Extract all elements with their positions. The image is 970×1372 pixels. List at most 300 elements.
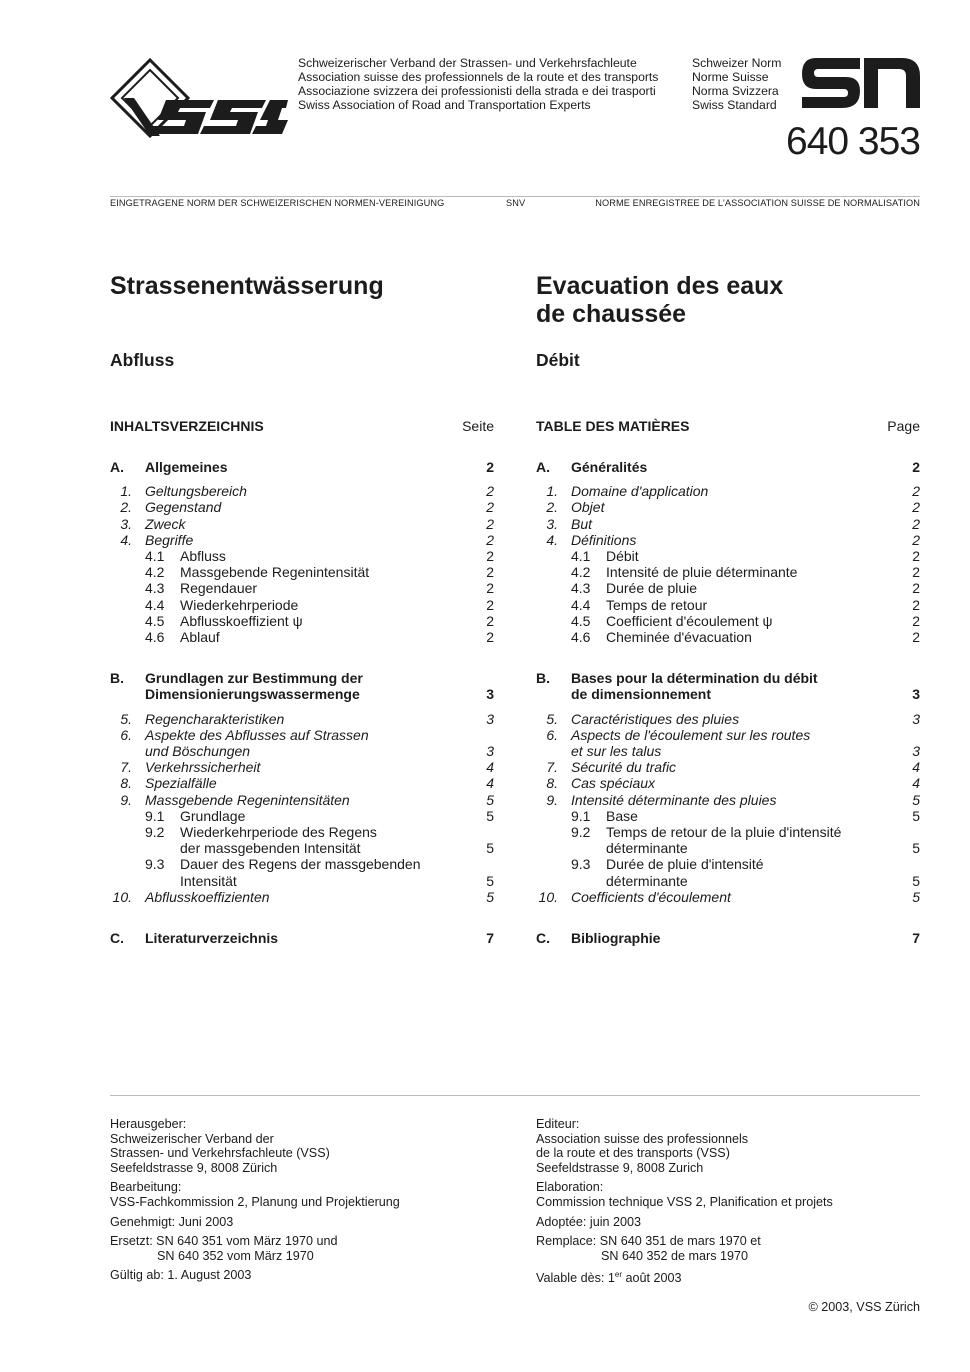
publisher-line: Association suisse des professionnels (536, 1131, 749, 1146)
toc-page-number: 3 (912, 710, 920, 727)
toc-page-number: 2 (912, 459, 920, 475)
toc-text-line: Intensité de pluie déterminante (606, 564, 798, 581)
toc-entry (536, 792, 920, 808)
toc-subentry (110, 548, 494, 564)
toc-text-line: déterminante (606, 840, 688, 857)
toc-number: 9.3 (571, 856, 591, 873)
toc-page-number: 2 (486, 531, 494, 548)
toc-text-line: et sur les talus (571, 743, 662, 760)
toc-text (145, 711, 474, 727)
toc-text (145, 727, 474, 759)
toc-text (571, 459, 900, 475)
toc-text-line: Objet (571, 499, 605, 516)
valid-suffix: août 2003 (622, 1271, 682, 1286)
toc-number: 4. (546, 531, 558, 548)
toc-page-number: 4 (486, 759, 494, 776)
toc-page-number: 5 (912, 888, 920, 905)
toc-text-line: déterminante (606, 872, 688, 889)
toc-title: INHALTSVERZEICHNIS (110, 418, 264, 434)
toc-page-number: 2 (486, 483, 494, 500)
toc-text-line: Durée de pluie d'intensité (606, 856, 764, 873)
replaces-line-1: Ersetzt: SN 640 351 vom März 1970 und (110, 1234, 338, 1249)
toc-page-number: 2 (486, 629, 494, 646)
toc-number: 4.4 (571, 596, 591, 613)
toc-text (571, 711, 900, 727)
toc-text (180, 597, 474, 613)
toc-page-number: 2 (912, 531, 920, 548)
toc-text (571, 727, 900, 759)
toc-entry (536, 889, 920, 905)
norm-label-it: Norma Svizzera (692, 84, 779, 98)
toc-number: 8. (546, 775, 558, 792)
toc-title: TABLE DES MATIÈRES (536, 418, 690, 434)
toc-number: 4.1 (571, 548, 591, 565)
toc-text (145, 532, 474, 548)
toc-text-line: Coefficients d'écoulement (571, 888, 731, 905)
toc-entry (110, 532, 494, 548)
toc-page-number: 5 (486, 807, 494, 824)
toc-number: 4. (120, 531, 132, 548)
toc-page-number: 4 (912, 759, 920, 776)
toc-text-line: Dauer des Regens der massgebenden (180, 856, 421, 873)
toc-text-line: Bases pour la détermination du débit (571, 670, 818, 687)
toc-page-number: 2 (912, 483, 920, 500)
association-name-en: Swiss Association of Road and Transportation Experts (298, 98, 591, 112)
toc-subentry (110, 629, 494, 645)
toc-page-number: 5 (912, 840, 920, 857)
toc-text (606, 597, 900, 613)
toc-text (571, 516, 900, 532)
toc-page-number: 3 (486, 743, 494, 760)
norm-type-labels (692, 56, 781, 112)
vss-logo (110, 58, 290, 140)
toc-text-line: Domaine d'application (571, 483, 709, 500)
toc-text (571, 483, 900, 499)
toc-entry (110, 759, 494, 775)
toc-text-line: Aspekte des Abflusses auf Strassen (145, 726, 369, 743)
toc-number: 5. (120, 710, 132, 727)
toc-text (571, 792, 900, 808)
toc-number: 9.1 (145, 807, 165, 824)
toc-text-line: de dimensionnement (571, 686, 712, 703)
toc-text (606, 548, 900, 564)
toc-entry (110, 483, 494, 499)
toc-page-number: 2 (912, 515, 920, 532)
toc-entry (536, 532, 920, 548)
registration-snv: SNV (506, 198, 526, 208)
replaces-line-2: SN 640 352 de mars 1970 (601, 1248, 749, 1263)
toc-section (536, 930, 920, 946)
toc-text-line: Grundlage (180, 807, 246, 824)
valid-sup: er (614, 1270, 623, 1280)
toc-page-label: Seite (462, 418, 494, 434)
toc-text-line: Abflusskoeffizient ψ (180, 612, 303, 629)
toc-page-number: 2 (912, 596, 920, 613)
toc-number: 4.3 (571, 580, 591, 597)
toc-number: 2. (546, 499, 558, 516)
toc-text (180, 856, 474, 888)
toc-page-number: 5 (486, 840, 494, 857)
toc-subentry (110, 824, 494, 856)
toc-text-line: Abfluss (180, 548, 226, 565)
toc-entry (110, 516, 494, 532)
toc-number: 10. (538, 888, 558, 905)
toc-text-line: der massgebenden Intensität (180, 840, 361, 857)
toc-text-line: Dimensionierungswassermenge (145, 686, 360, 703)
toc-subentry (536, 580, 920, 596)
toc-page-number: 2 (486, 596, 494, 613)
toc-number: C. (536, 930, 550, 947)
toc-text-line: Gegenstand (145, 499, 222, 516)
title-de: Strassenentwässerung (110, 272, 384, 300)
toc-number: 2. (120, 499, 132, 516)
toc-text-line: Généralités (571, 459, 648, 475)
toc-text-line: Cas spéciaux (571, 775, 656, 792)
toc-number: 4.3 (145, 580, 165, 597)
toc-page-number: 2 (912, 548, 920, 565)
toc-number: 9.2 (145, 824, 165, 841)
toc-page-number: 5 (486, 888, 494, 905)
toc-text (606, 856, 900, 888)
toc-text-line: Allgemeines (145, 459, 228, 475)
replaces-line-2: SN 640 352 vom März 1970 (157, 1248, 314, 1263)
toc-page-number: 3 (912, 686, 920, 703)
toc-text-line: Geltungsbereich (145, 483, 247, 500)
subtitle-fr: Débit (536, 350, 580, 370)
editing-label: Bearbeitung: (110, 1180, 182, 1195)
toc-page-number: 2 (486, 515, 494, 532)
toc-number: 1. (120, 483, 132, 500)
toc-text (571, 759, 900, 775)
publisher-line: Seefeldstrasse 9, 8008 Zurich (536, 1160, 704, 1175)
spacer (536, 645, 920, 670)
toc-subentry (536, 629, 920, 645)
toc-text (180, 548, 474, 564)
toc-section (536, 670, 920, 702)
toc-subentry (110, 613, 494, 629)
toc-text-line: Abflusskoeffizienten (145, 888, 270, 905)
toc-text (145, 483, 474, 499)
toc-text (606, 564, 900, 580)
toc-page-number: 2 (912, 612, 920, 629)
registration-text-de: EINGETRAGENE NORM DER SCHWEIZERISCHEN NORMEN-VEREINIGUNG (110, 198, 445, 208)
toc-page-number: 7 (486, 930, 494, 947)
toc-text (606, 613, 900, 629)
toc-body (110, 459, 494, 946)
table-of-contents-fr (536, 418, 920, 946)
imprint-de (110, 1117, 500, 1288)
toc-page-number: 7 (912, 930, 920, 947)
toc-page-number: 2 (486, 580, 494, 597)
toc-page-number: 3 (486, 710, 494, 727)
toc-number: 1. (546, 483, 558, 500)
toc-page-number: 3 (486, 686, 494, 703)
toc-number: C. (110, 930, 124, 947)
toc-page-number: 5 (912, 791, 920, 808)
publisher-block (110, 1117, 500, 1175)
toc-text-line: Literaturverzeichnis (145, 930, 279, 947)
toc-text (180, 564, 474, 580)
toc-text (571, 532, 900, 548)
toc-page-number: 4 (912, 775, 920, 792)
toc-text-line: But (571, 515, 593, 532)
toc-text-line: Aspects de l'écoulement sur les routes (571, 726, 811, 743)
toc-text (145, 670, 474, 702)
toc-number: 10. (112, 888, 132, 905)
toc-entry (536, 483, 920, 499)
toc-number: B. (536, 670, 550, 687)
subtitle-de: Abfluss (110, 350, 175, 370)
toc-text-line: Regendauer (180, 580, 258, 597)
toc-subentry (536, 548, 920, 564)
toc-entry (536, 711, 920, 727)
toc-page-number: 2 (912, 629, 920, 646)
toc-text-line: Base (606, 807, 638, 824)
toc-text (606, 824, 900, 856)
toc-text-line: Temps de retour de la pluie d'intensité (606, 824, 842, 841)
table-of-contents-de (110, 418, 494, 946)
toc-entry (536, 516, 920, 532)
toc-entry (536, 499, 920, 515)
toc-text (145, 516, 474, 532)
valid-from (536, 1268, 926, 1286)
toc-subentry (110, 580, 494, 596)
toc-page-number: 2 (912, 580, 920, 597)
toc-text (606, 629, 900, 645)
toc-text (571, 889, 900, 905)
toc-text (145, 775, 474, 791)
toc-page-number: 5 (912, 807, 920, 824)
toc-page-label: Page (887, 418, 920, 434)
toc-text-line: Wiederkehrperiode (180, 596, 299, 613)
toc-text-line: Massgebende Regenintensität (180, 564, 370, 581)
association-name-fr: Association suisse des professionnels de la route et des transports (298, 70, 659, 84)
toc-text-line: Verkehrssicherheit (145, 759, 261, 776)
spacer (536, 905, 920, 930)
toc-text-line: Définitions (571, 531, 637, 548)
publisher-line: Schweizerischer Verband der (110, 1131, 274, 1146)
approved-date: Adoptée: juin 2003 (536, 1214, 642, 1229)
replaces-block (110, 1234, 500, 1263)
toc-body (536, 459, 920, 946)
toc-subentry (110, 856, 494, 888)
toc-number: 4.5 (571, 612, 591, 629)
toc-section (110, 930, 494, 946)
toc-number: 6. (546, 726, 558, 743)
toc-subentry (536, 808, 920, 824)
toc-section (110, 459, 494, 475)
header-divider (110, 196, 920, 197)
toc-text (571, 930, 900, 946)
replaces-block (536, 1234, 926, 1263)
norm-label-en: Swiss Standard (692, 98, 777, 112)
toc-page-number: 2 (912, 564, 920, 581)
toc-text (180, 808, 474, 824)
toc-text-line: Grundlagen zur Bestimmung der (145, 670, 363, 687)
toc-number: 4.2 (145, 564, 165, 581)
toc-number: B. (110, 670, 124, 687)
toc-page-number: 2 (912, 499, 920, 516)
toc-entry (110, 499, 494, 515)
valid-prefix: Valable dès: 1 (536, 1271, 615, 1286)
toc-text (180, 613, 474, 629)
spacer (536, 703, 920, 711)
editing-label: Elaboration: (536, 1180, 604, 1195)
toc-text (180, 629, 474, 645)
toc-text-line: Wiederkehrperiode des Regens (180, 824, 377, 841)
valid-from: Gültig ab: 1. August 2003 (110, 1268, 252, 1283)
title-fr-line-2: de chaussée (536, 300, 687, 328)
toc-entry (110, 727, 494, 759)
toc-number: A. (536, 459, 550, 475)
toc-text-line: Temps de retour (606, 596, 708, 613)
toc-text-line: Regencharakteristiken (145, 710, 285, 727)
toc-number: 4.5 (145, 612, 165, 629)
title-fr (536, 272, 783, 328)
toc-section (536, 459, 920, 475)
toc-number: 3. (120, 515, 132, 532)
toc-text-line: Débit (606, 548, 639, 565)
spacer (110, 645, 494, 670)
toc-number: 9. (120, 791, 132, 808)
title-fr-line-1: Evacuation des eaux (536, 272, 784, 300)
toc-text-line: Coefficient d'écoulement ψ (606, 612, 773, 629)
toc-subentry (536, 613, 920, 629)
toc-number: 4.2 (571, 564, 591, 581)
toc-text (145, 759, 474, 775)
toc-number: 4.6 (145, 629, 165, 646)
replaces-line-1: Remplace: SN 640 351 de mars 1970 et (536, 1234, 761, 1249)
toc-text (145, 499, 474, 515)
toc-subentry (536, 564, 920, 580)
toc-page-number: 3 (912, 743, 920, 760)
toc-entry (110, 889, 494, 905)
toc-text (145, 930, 474, 946)
toc-subentry (110, 564, 494, 580)
toc-entry (110, 711, 494, 727)
editing-value: Commission technique VSS 2, Planification et projets (536, 1194, 833, 1209)
toc-subentry (536, 824, 920, 856)
association-names (298, 56, 658, 112)
toc-page-number: 2 (486, 564, 494, 581)
toc-number: A. (110, 459, 124, 475)
toc-text (145, 889, 474, 905)
toc-page-number: 2 (486, 612, 494, 629)
norm-label-de: Schweizer Norm (692, 56, 782, 70)
toc-page-number: 2 (486, 548, 494, 565)
toc-number: 8. (120, 775, 132, 792)
spacer (110, 905, 494, 930)
toc-text-line: Bibliographie (571, 930, 661, 947)
toc-entry (536, 759, 920, 775)
toc-text-line: Zweck (145, 515, 186, 532)
toc-page-number: 2 (486, 459, 494, 475)
toc-text-line: Spezialfälle (145, 775, 217, 792)
toc-number: 5. (546, 710, 558, 727)
toc-subentry (110, 808, 494, 824)
toc-text (571, 499, 900, 515)
editing-block (110, 1180, 500, 1209)
toc-number: 9.3 (145, 856, 165, 873)
editing-block (536, 1180, 926, 1209)
toc-entry (110, 775, 494, 791)
toc-page-number: 5 (486, 791, 494, 808)
toc-subentry (536, 597, 920, 613)
spacer (110, 703, 494, 711)
toc-text-line: Intensité déterminante des pluies (571, 791, 777, 808)
norm-label-fr: Norme Suisse (692, 70, 769, 84)
toc-number: 9.1 (571, 807, 591, 824)
toc-text (180, 824, 474, 856)
toc-text (145, 792, 474, 808)
toc-page-number: 2 (486, 499, 494, 516)
toc-text-line: Caractéristiques des pluies (571, 710, 740, 727)
approved-date: Genehmigt: Juni 2003 (110, 1214, 234, 1229)
toc-text (571, 670, 900, 702)
association-name-it: Associazione svizzera dei professionisti della strada e dei trasporti (298, 84, 656, 98)
toc-text-line: Cheminée d'évacuation (606, 629, 752, 646)
toc-page-number: 5 (486, 872, 494, 889)
imprint-fr (536, 1117, 926, 1291)
toc-text-line: Massgebende Regenintensitäten (145, 791, 350, 808)
toc-text-line: Ablauf (180, 629, 220, 646)
publisher-line: Strassen- und Verkehrsfachleute (VSS) (110, 1146, 330, 1161)
publisher-line: de la route et des transports (VSS) (536, 1146, 730, 1161)
toc-entry (536, 727, 920, 759)
toc-number: 6. (120, 726, 132, 743)
toc-text (606, 580, 900, 596)
toc-entry (110, 792, 494, 808)
publisher-label: Editeur: (536, 1117, 580, 1131)
toc-header (536, 418, 920, 435)
toc-text (571, 775, 900, 791)
toc-entry (536, 775, 920, 791)
association-name-de: Schweizerischer Verband der Strassen- und Verkehrsfachleute (298, 56, 637, 70)
toc-number: 7. (120, 759, 132, 776)
toc-text-line: und Böschungen (145, 743, 251, 760)
publisher-block (536, 1117, 926, 1175)
editing-value: VSS-Fachkommission 2, Planung und Projektierung (110, 1194, 400, 1209)
toc-text-line: Sécurité du trafic (571, 759, 677, 776)
toc-number: 7. (546, 759, 558, 776)
toc-section (110, 670, 494, 702)
spacer (110, 475, 494, 483)
spacer (536, 475, 920, 483)
toc-number: 3. (546, 515, 558, 532)
publisher-line: Seefeldstrasse 9, 8008 Zürich (110, 1160, 278, 1175)
copyright: © 2003, VSS Zürich (808, 1300, 920, 1314)
sn-logo (802, 58, 920, 108)
toc-text (145, 459, 474, 475)
toc-subentry (110, 597, 494, 613)
toc-subentry (536, 856, 920, 888)
toc-text-line: Intensität (180, 872, 237, 889)
norm-number: 640 353 (786, 120, 920, 163)
toc-number: 4.4 (145, 596, 165, 613)
footer-divider (110, 1095, 920, 1096)
publisher-label: Herausgeber: (110, 1117, 187, 1131)
toc-text-line: Begriffe (145, 531, 194, 548)
registration-text-fr: NORME ENREGISTREE DE L'ASSOCIATION SUISSE DE NORMALISATION (595, 198, 920, 208)
toc-number: 9. (546, 791, 558, 808)
toc-page-number: 4 (486, 775, 494, 792)
toc-number: 4.1 (145, 548, 165, 565)
toc-header (110, 418, 494, 435)
toc-text (606, 808, 900, 824)
toc-text-line: Durée de pluie (606, 580, 698, 597)
toc-number: 9.2 (571, 824, 591, 841)
toc-text (180, 580, 474, 596)
